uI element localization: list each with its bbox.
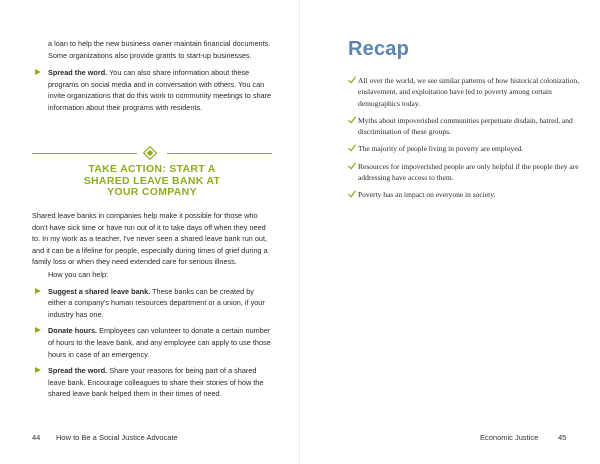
checkmark-icon: [348, 76, 356, 84]
diamond-ornament-icon: [143, 146, 157, 160]
list-item: [348, 75, 580, 109]
shared-leave-paragraph: Shared leave banks in companies help make it possible for those who don't have sick time or have run out of it to take days off when they need to. In my work as a teacher, I've never seen a shared leave bank run out, and it can be a lifeline for people, especially during times of grief during a family loss or when they need extended care for serious illness.: [32, 211, 268, 267]
list-item: [348, 161, 580, 184]
left-running-head: How to Be a Social Justice Advocate: [56, 433, 178, 442]
triangle-bullet-icon: [35, 69, 41, 75]
take-action-banner: [32, 144, 272, 196]
recap-item-text: Resources for impoverished people are only helpful if the people they are addressing have access to them.: [358, 161, 579, 183]
banner-rule-right: [167, 153, 272, 154]
checkmark-icon: [348, 116, 356, 124]
recap-item-text: Myths about impoverished communities perpetuate disdain, hatred, and discrimination of these groups.: [358, 115, 573, 137]
bullet-text: These banks can be created by either a company's human resources department or a union, if your industry has one.: [48, 286, 265, 319]
left-page-number: 44: [32, 433, 41, 442]
banner-title: [32, 164, 272, 199]
intro-paragraph: a loan to help the new business owner maintain financial documents. Some organizations also provide grants to start-up businesses.: [48, 39, 271, 60]
right-page-number: 45: [558, 433, 567, 442]
bullet-text: Share your reasons for being part of a shared leave bank. Encourage colleagues to share their stories of how the shared leave bank helped them in their times of need.: [48, 366, 264, 399]
recap-item-text: All over the world, we see similar patterns of how historical colonization, enslavement, and exploitation have led to poverty among certain demographics today.: [358, 76, 579, 108]
triangle-bullet-icon: [35, 327, 41, 333]
list-item: [32, 325, 272, 360]
bullet-bold-lead: Spread the word.: [48, 366, 108, 376]
recap-heading: Recap: [348, 38, 410, 60]
list-item: [32, 286, 272, 321]
banner-title-line-2: SHARED LEAVE BANK AT: [83, 174, 221, 187]
shared-leave-section: [32, 210, 272, 400]
checkmark-icon: [348, 162, 356, 170]
checkmark-icon: [348, 144, 356, 152]
how-you-can-help: How you can help:: [48, 269, 109, 279]
intro-block: [32, 38, 272, 114]
spread-word-bullet-1: [32, 67, 272, 113]
checkmark-icon: [348, 190, 356, 198]
triangle-bullet-icon: [35, 288, 41, 294]
recap-item-text: The majority of people living in poverty are employed.: [358, 144, 524, 154]
bullet-bold-lead: Spread the word.: [48, 68, 108, 78]
banner-title-line-1: TAKE ACTION: START A: [88, 163, 216, 175]
recap-item-text: Poverty has an impact on everyone in society.: [358, 190, 496, 200]
bullet-bold-lead: Donate hours.: [48, 326, 98, 336]
list-item: [348, 189, 580, 200]
list-item: [348, 115, 580, 138]
banner-rule-left: [32, 153, 137, 154]
bullet-text: Employees can volunteer to donate a certain number of hours to the leave bank, and any employee can apply to use those hours in case of an emergency.: [48, 326, 271, 359]
right-running-head: Economic Justice: [480, 433, 539, 442]
triangle-bullet-icon: [35, 367, 41, 373]
banner-title-line-3: YOUR COMPANY: [107, 186, 197, 198]
list-item: [348, 143, 580, 154]
bullet-bold-lead: Suggest a shared leave bank.: [48, 286, 151, 296]
recap-list: [348, 75, 580, 207]
bullet-text: You can also share information about these programs on social media and in conversation with others. You can invite organizations that do this work to community meetings to share information about their programs with residents.: [48, 68, 272, 112]
right-page: [300, 0, 600, 464]
list-item: [32, 365, 272, 400]
